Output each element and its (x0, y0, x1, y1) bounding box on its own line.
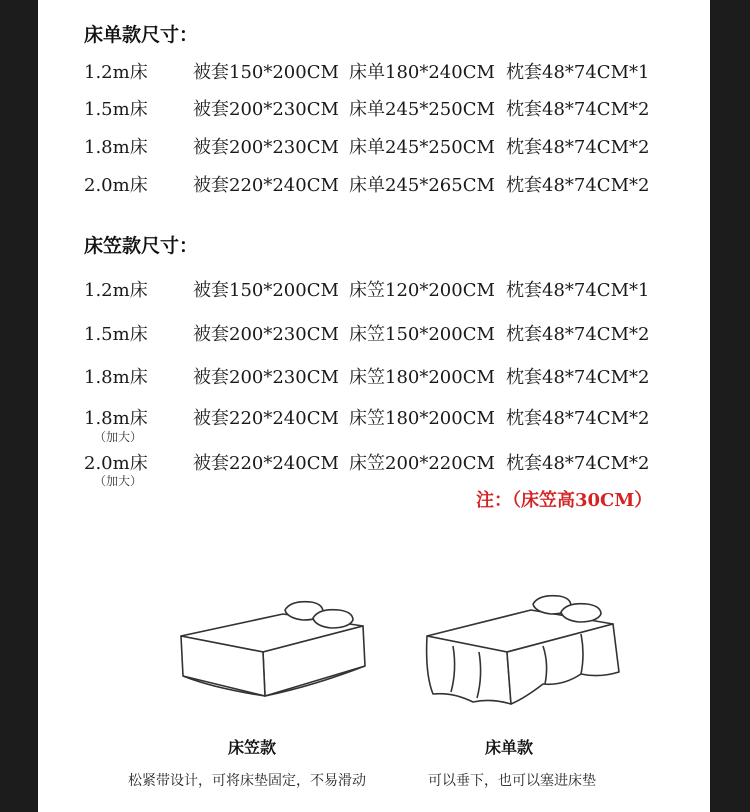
duvet-size: 被套220*240CM (193, 453, 339, 474)
duvet-size: 被套220*240CM (193, 175, 339, 196)
pillow-size: 枕套48*74CM*2 (506, 453, 650, 474)
pillow-size: 枕套48*74CM*2 (506, 99, 650, 120)
fitted-sheet-caption-desc: 松紧带设计，可将床垫固定，不易滑动 (128, 773, 366, 789)
duvet-size: 被套150*200CM (193, 62, 339, 83)
pillow-size: 枕套48*74CM*2 (506, 324, 650, 345)
pillow-size: 枕套48*74CM*2 (506, 137, 650, 158)
fitted-sheet-size: 床笠180*200CM (349, 367, 495, 388)
flat-sheet-section-title: 床单款尺寸： (84, 24, 199, 46)
sheet-size: 床单180*240CM (349, 62, 495, 83)
bed-size: 1.5m床 (84, 99, 148, 120)
sheet-size: 床单245*250CM (349, 137, 495, 158)
duvet-size: 被套200*230CM (193, 324, 339, 345)
spec-sheet (38, 0, 710, 812)
bed-size: 1.8m床 (84, 408, 148, 429)
oversize-label: （加大） (94, 474, 143, 488)
table-row (38, 95, 710, 125)
fitted-sheet-size: 床笠120*200CM (349, 280, 495, 301)
fitted-sheet-section-title: 床笠款尺寸： (84, 235, 199, 257)
bed-size: 1.2m床 (84, 280, 148, 301)
bed-size: 1.5m床 (84, 324, 148, 345)
bed-size: 1.2m床 (84, 62, 148, 83)
fitted-sheet-size: 床笠180*200CM (349, 408, 495, 429)
pillow-size: 枕套48*74CM*1 (506, 280, 650, 301)
oversize-label: （加大） (94, 430, 143, 444)
sheet-size: 床单245*250CM (349, 99, 495, 120)
bed-size: 1.8m床 (84, 137, 148, 158)
pillow-size: 枕套48*74CM*2 (506, 408, 650, 429)
table-row (38, 58, 710, 88)
fitted-sheet-caption-title: 床笠款 (228, 738, 277, 757)
table-row (38, 363, 710, 393)
pillow-size: 枕套48*74CM*1 (506, 62, 650, 83)
sheet-size: 床单245*265CM (349, 175, 495, 196)
bed-size: 2.0m床 (84, 175, 148, 196)
duvet-size: 被套200*230CM (193, 99, 339, 120)
fitted-sheet-size: 床笠150*200CM (349, 324, 495, 345)
duvet-size: 被套220*240CM (193, 408, 339, 429)
duvet-size: 被套150*200CM (193, 280, 339, 301)
table-row (38, 276, 710, 306)
fitted-sheet-size: 床笠200*220CM (349, 453, 495, 474)
pillow-size: 枕套48*74CM*2 (506, 175, 650, 196)
table-row (38, 171, 710, 201)
bed-size: 2.0m床 (84, 453, 148, 474)
duvet-size: 被套200*230CM (193, 137, 339, 158)
bed-size: 1.8m床 (84, 367, 148, 388)
table-row (38, 320, 710, 350)
flat-sheet-caption-title: 床单款 (485, 738, 534, 757)
fitted-sheet-height-note: 注：（床笠高30CM） (476, 490, 653, 511)
pillow-size: 枕套48*74CM*2 (506, 367, 650, 388)
duvet-size: 被套200*230CM (193, 367, 339, 388)
flat-sheet-bed-illustration (413, 594, 643, 714)
table-row (38, 133, 710, 163)
fitted-sheet-bed-illustration (173, 596, 403, 716)
flat-sheet-caption-desc: 可以垂下，也可以塞进床垫 (428, 773, 596, 789)
